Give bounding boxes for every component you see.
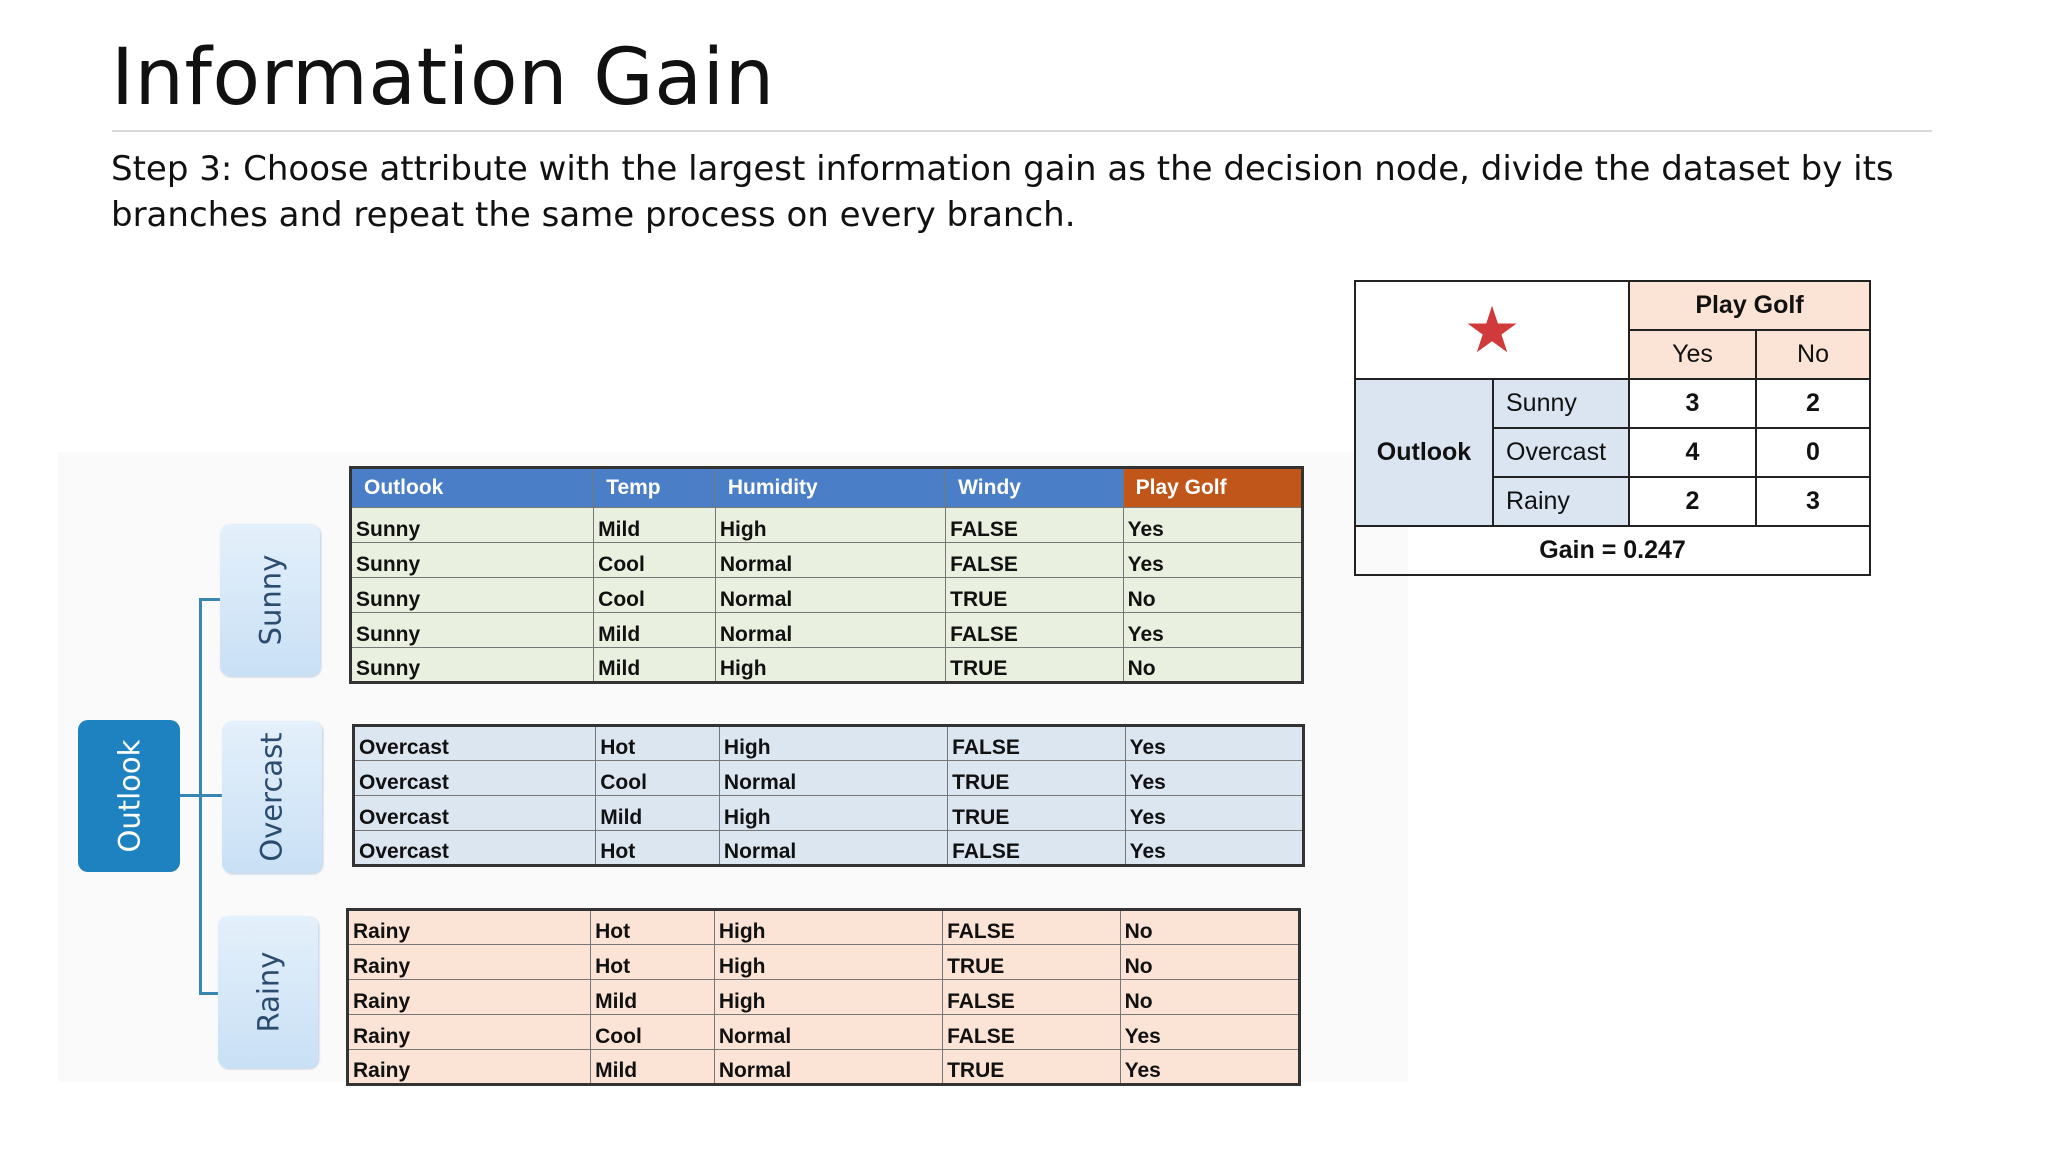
table-cell: FALSE — [943, 980, 1121, 1015]
table-cell: TRUE — [943, 945, 1121, 980]
table-row — [348, 945, 1300, 980]
table-cell: Normal — [719, 831, 947, 866]
table-cell: TRUE — [946, 648, 1123, 683]
table-cell: High — [714, 980, 942, 1015]
table-row — [351, 578, 1303, 613]
table-cell: Rainy — [348, 1015, 591, 1050]
table-cell: FALSE — [948, 831, 1125, 866]
table-cell: No — [1120, 980, 1299, 1015]
header-humidity: Humidity — [715, 468, 945, 508]
table-cell: Yes — [1120, 1050, 1299, 1085]
table-cell: Rainy — [348, 910, 591, 945]
table-cell: Overcast — [354, 726, 596, 761]
table-row — [351, 543, 1303, 578]
table-cell: Hot — [591, 945, 715, 980]
play-golf-header: Play Golf — [1629, 281, 1870, 330]
table-cell: Mild — [594, 648, 716, 683]
table-cell: High — [714, 945, 942, 980]
rainy-data-table — [346, 908, 1301, 1086]
table-cell: FALSE — [946, 543, 1123, 578]
table-cell: FALSE — [946, 613, 1123, 648]
table-header-row — [351, 468, 1303, 508]
table-cell: High — [715, 508, 945, 543]
tree-node-overcast-label: Overcast — [255, 732, 289, 862]
table-cell: No — [1120, 945, 1299, 980]
row-label-sunny: Sunny — [1493, 379, 1629, 428]
table-cell: Cool — [594, 543, 716, 578]
table-cell: FALSE — [943, 910, 1121, 945]
count-sunny-yes: 3 — [1629, 379, 1756, 428]
table-cell: Yes — [1123, 508, 1302, 543]
table-cell: Normal — [719, 761, 947, 796]
header-outlook: Outlook — [351, 468, 594, 508]
tree-connector-rainy — [199, 992, 219, 995]
table-cell: Yes — [1123, 543, 1302, 578]
overcast-data-table — [352, 724, 1305, 867]
table-row — [348, 1050, 1300, 1085]
table-cell: Cool — [596, 761, 720, 796]
table-row — [354, 726, 1304, 761]
table-row — [354, 761, 1304, 796]
table-cell: Mild — [591, 1050, 715, 1085]
tree-node-sunny — [220, 524, 320, 676]
table-row — [354, 831, 1304, 866]
count-sunny-no: 2 — [1756, 379, 1870, 428]
table-cell: TRUE — [948, 796, 1125, 831]
tree-node-rainy — [218, 916, 318, 1068]
table-cell: Overcast — [354, 761, 596, 796]
outlook-frequency-table — [1354, 280, 1871, 576]
sunny-data-table — [349, 466, 1304, 684]
table-cell: Yes — [1125, 761, 1303, 796]
count-overcast-yes: 4 — [1629, 428, 1756, 477]
star-icon: ★ — [1463, 294, 1521, 366]
table-cell: No — [1120, 910, 1299, 945]
title-divider — [112, 130, 1932, 132]
table-cell: Sunny — [351, 508, 594, 543]
table-cell: Mild — [596, 796, 720, 831]
table-cell: FALSE — [946, 508, 1123, 543]
table-cell: Yes — [1120, 1015, 1299, 1050]
table-cell: High — [715, 648, 945, 683]
yes-column-header: Yes — [1629, 330, 1756, 379]
table-cell: Hot — [596, 726, 720, 761]
tree-node-sunny-label: Sunny — [253, 554, 287, 646]
table-cell: Sunny — [351, 543, 594, 578]
table-cell: FALSE — [943, 1015, 1121, 1050]
header-play-golf: Play Golf — [1123, 468, 1302, 508]
slide-title: Information Gain — [111, 33, 775, 123]
header-windy: Windy — [946, 468, 1123, 508]
table-cell: Hot — [596, 831, 720, 866]
outlook-row-header: Outlook — [1355, 379, 1493, 526]
table-cell: Cool — [594, 578, 716, 613]
tree-node-root — [78, 720, 180, 872]
table-cell: Yes — [1125, 726, 1303, 761]
table-cell: TRUE — [946, 578, 1123, 613]
table-row — [351, 648, 1303, 683]
table-cell: Normal — [714, 1015, 942, 1050]
count-rainy-yes: 2 — [1629, 477, 1756, 526]
table-cell: TRUE — [948, 761, 1125, 796]
row-label-overcast: Overcast — [1493, 428, 1629, 477]
slide-subtitle: Step 3: Choose attribute with the largest information gain as the decision node, divide the dataset by its branches and repeat the same process on every branch. — [111, 149, 1894, 235]
gain-value: Gain = 0.247 — [1355, 526, 1870, 575]
header-temp: Temp — [594, 468, 716, 508]
table-cell: No — [1123, 648, 1302, 683]
table-cell: TRUE — [943, 1050, 1121, 1085]
table-cell: Rainy — [348, 1050, 591, 1085]
table-cell: High — [719, 796, 947, 831]
row-label-rainy: Rainy — [1493, 477, 1629, 526]
table-cell: FALSE — [948, 726, 1125, 761]
table-cell: Normal — [715, 613, 945, 648]
table-cell: Rainy — [348, 945, 591, 980]
tree-node-overcast — [222, 721, 322, 873]
tree-connector-overcast — [199, 794, 223, 797]
table-cell: Yes — [1123, 613, 1302, 648]
table-row — [351, 613, 1303, 648]
table-row — [348, 910, 1300, 945]
table-row — [348, 1015, 1300, 1050]
table-cell: Overcast — [354, 796, 596, 831]
table-cell: Sunny — [351, 613, 594, 648]
table-cell: Normal — [715, 543, 945, 578]
tree-connector-sunny — [199, 598, 221, 601]
table-cell: Yes — [1125, 796, 1303, 831]
table-cell: Mild — [594, 613, 716, 648]
table-cell: Rainy — [348, 980, 591, 1015]
table-cell: No — [1123, 578, 1302, 613]
table-row — [354, 796, 1304, 831]
no-column-header: No — [1756, 330, 1870, 379]
table-cell: Overcast — [354, 831, 596, 866]
table-cell: High — [719, 726, 947, 761]
tree-node-root-label: Outlook — [112, 739, 147, 853]
table-cell: Yes — [1125, 831, 1303, 866]
table-cell: Hot — [591, 910, 715, 945]
table-cell: Sunny — [351, 648, 594, 683]
count-overcast-no: 0 — [1756, 428, 1870, 477]
table-row — [348, 980, 1300, 1015]
table-cell: Mild — [591, 980, 715, 1015]
count-rainy-no: 3 — [1756, 477, 1870, 526]
table-cell: Normal — [715, 578, 945, 613]
table-cell: Cool — [591, 1015, 715, 1050]
table-row — [351, 508, 1303, 543]
table-cell: High — [714, 910, 942, 945]
table-cell: Mild — [594, 508, 716, 543]
tree-node-rainy-label: Rainy — [250, 951, 285, 1033]
table-cell: Normal — [714, 1050, 942, 1085]
table-cell: Sunny — [351, 578, 594, 613]
star-cell — [1355, 281, 1629, 379]
